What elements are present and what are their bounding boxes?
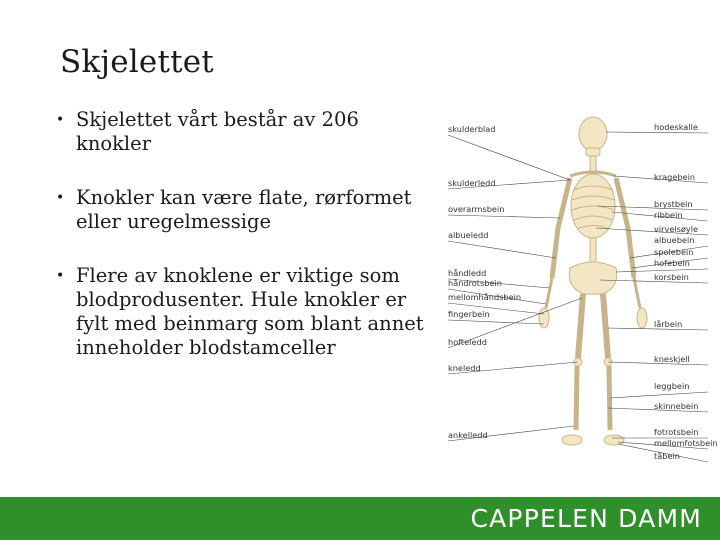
bone-label: mellomhåndsbein <box>448 292 522 302</box>
bullet-dot-icon: • <box>56 190 65 206</box>
bone-label: kneledd <box>448 363 481 373</box>
publisher-logo: CAPPELEN DAMM <box>470 504 702 533</box>
bone-label: fingerbein <box>448 309 490 319</box>
bone-label: ribbein <box>654 210 683 220</box>
footer-bar <box>0 497 720 540</box>
label-leader-line <box>448 215 560 218</box>
bone-label: håndledd <box>448 268 487 278</box>
bullet-text: Knokler kan være flate, rørformet eller uregelmessige <box>76 186 412 233</box>
bone-label: albuebein <box>654 235 695 245</box>
label-leader-line <box>448 241 556 258</box>
bone-label: mellomfotsbein <box>654 438 718 448</box>
bone-label: lårbein <box>654 319 683 329</box>
bullet-dot-icon: • <box>56 112 65 128</box>
label-leader-line <box>448 320 544 324</box>
bullet-item <box>48 108 440 156</box>
bone-label: hofebein <box>654 258 690 268</box>
bullet-list <box>48 108 440 390</box>
bullet-dot-icon: • <box>56 268 65 284</box>
skeleton-figure <box>440 108 720 470</box>
bone-label: fotrotsbein <box>654 427 699 437</box>
label-leader-line <box>448 135 570 180</box>
bone-label: overarmsbein <box>448 204 505 214</box>
label-leader-line <box>606 132 708 133</box>
bone-label: brystbein <box>654 199 693 209</box>
bone-label: hodeskalle <box>654 122 698 132</box>
bone-label: kragebein <box>654 172 696 182</box>
bone-label: hofteledd <box>448 337 487 347</box>
bone-label: skulderledd <box>448 178 496 188</box>
bone-label: skinnebein <box>654 401 699 411</box>
bone-label: leggbein <box>654 381 690 391</box>
slide-title: Skjelettet <box>60 44 214 80</box>
bone-label: korsbein <box>654 272 689 282</box>
bone-label: kneskjell <box>654 354 690 364</box>
label-leader-line <box>610 392 708 398</box>
bullet-item <box>48 264 440 360</box>
bone-label: ankelledd <box>448 430 488 440</box>
bone-label: albueledd <box>448 230 489 240</box>
bone-label: håndrotsbein <box>448 278 502 288</box>
bone-label: tåbein <box>654 451 680 461</box>
bone-label: spolebein <box>654 247 694 257</box>
skeleton-diagram <box>440 108 720 470</box>
bullet-item <box>48 186 440 234</box>
bullet-text: Flere av knoklene er viktige som blodprodusenter. Hule knokler er fylt med beinmarg som blant annet inneholder blodstamceller <box>76 264 424 359</box>
bone-label: skulderblad <box>448 124 496 134</box>
bone-label: virvelsøyle <box>654 224 699 234</box>
bullet-text: Skjelettet vårt består av 206 knokler <box>76 108 359 155</box>
